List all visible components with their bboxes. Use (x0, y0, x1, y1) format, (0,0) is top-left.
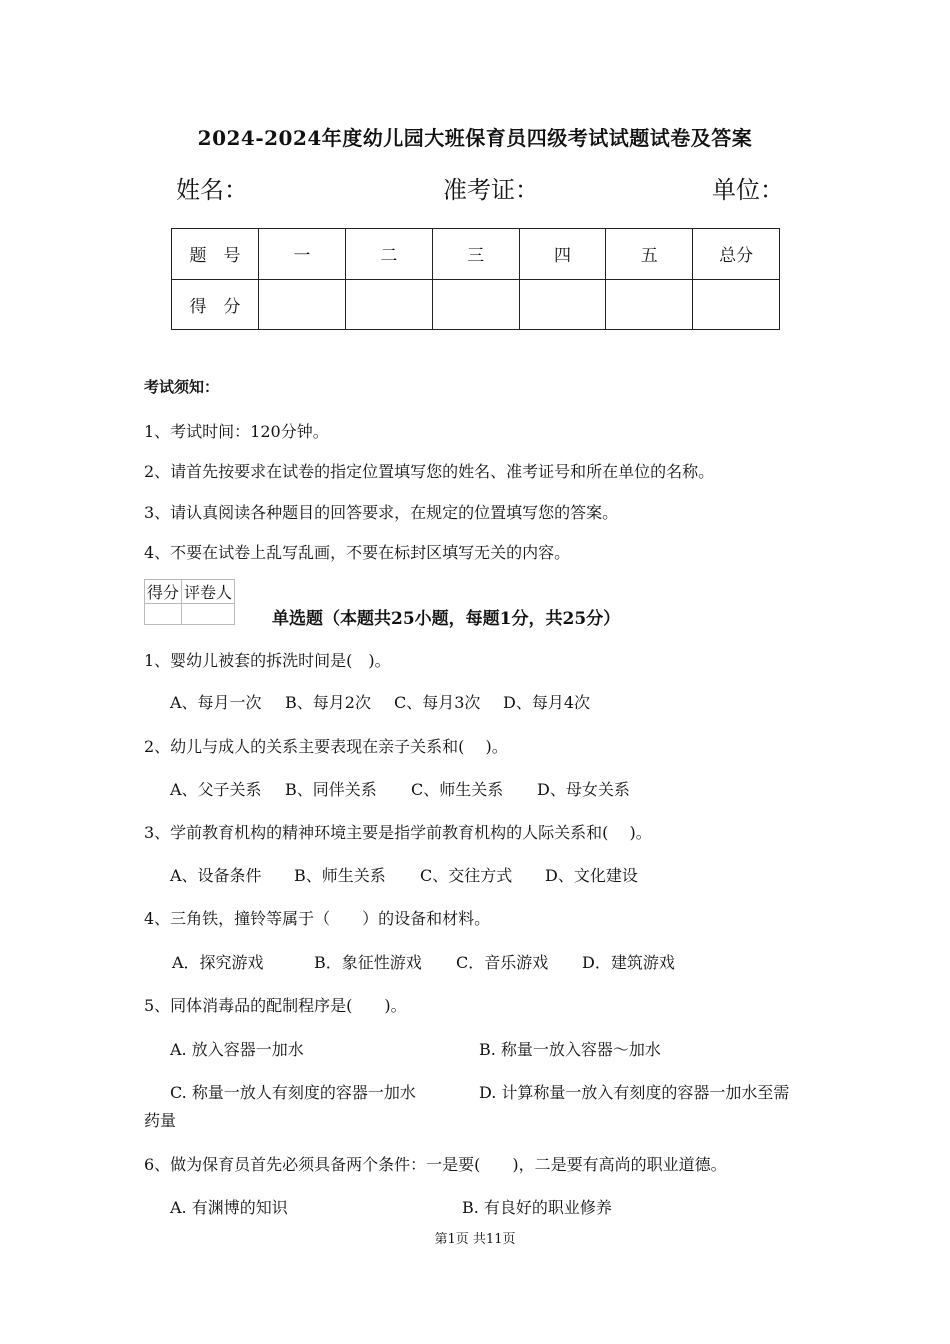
score-cell[interactable] (519, 279, 606, 330)
score-table-header-cell: 题 号 (172, 229, 259, 280)
score-table-header-cell: 一 (259, 229, 346, 280)
notice-heading: 考试须知： (144, 378, 220, 396)
score-table (171, 228, 780, 330)
notice-item: 2、请首先按要求在试卷的指定位置填写您的姓名、准考证号和所在单位的名称。 (144, 462, 715, 481)
option-d[interactable]: D、每月4次 (503, 693, 591, 712)
option-a[interactable]: A．探究游戏 (172, 953, 264, 972)
score-table-header-cell: 二 (345, 229, 432, 280)
option-c[interactable]: C、每月3次 (394, 693, 481, 712)
score-table-header-cell: 三 (432, 229, 519, 280)
option-b[interactable]: B. 称量一放入容器～加水 (479, 1040, 661, 1059)
option-b[interactable]: B、同伴关系 (285, 780, 377, 799)
option-c[interactable]: C、师生关系 (411, 780, 504, 799)
option-b[interactable]: B．象征性游戏 (314, 953, 422, 972)
option-b[interactable]: B、每月2次 (285, 693, 371, 712)
score-cell[interactable] (606, 279, 693, 330)
score-table-header-cell: 总分 (693, 229, 780, 280)
notice-item: 4、不要在试卷上乱写乱画，不要在标封区填写无关的内容。 (144, 543, 571, 562)
option-d[interactable]: D. 计算称量一放入有刻度的容器一加水至需 (479, 1083, 790, 1102)
grader-reviewer-label: 评卷人 (182, 580, 235, 604)
question-text: 4、三角铁，撞铃等属于（ ）的设备和材料。 (144, 909, 491, 928)
unit-field-label: 单位： (712, 176, 784, 204)
option-d-continued: 药量 (144, 1111, 177, 1130)
notice-item: 1、考试时间：120分钟。 (144, 422, 329, 441)
score-table-header-cell: 四 (519, 229, 606, 280)
question-text: 6、做为保育员首先必须具备两个条件：一是要( )，二是要有高尚的职业道德。 (144, 1155, 727, 1174)
question-text: 3、学前教育机构的精神环境主要是指学前教育机构的人际关系和( )。 (144, 823, 652, 842)
option-c[interactable]: C．音乐游戏 (456, 953, 549, 972)
grader-reviewer-cell[interactable] (182, 604, 235, 625)
grader-score-label: 得分 (145, 580, 182, 604)
question-text: 5、同体消毒品的配制程序是( )。 (144, 996, 407, 1015)
exam-id-field-label: 准考证： (443, 176, 539, 204)
score-cell[interactable] (432, 279, 519, 330)
option-b[interactable]: B. 有良好的职业修养 (462, 1198, 612, 1217)
document-title: 2024-2024年度幼儿园大班保育员四级考试试题试卷及答案 (197, 126, 753, 150)
question-text: 2、幼儿与成人的关系主要表现在亲子关系和( )。 (144, 737, 508, 756)
page-footer: 第1页 共11页 (434, 1232, 516, 1247)
score-table-header-row (172, 229, 780, 280)
option-a[interactable]: A、每月一次 (170, 693, 262, 712)
option-b[interactable]: B、师生关系 (294, 866, 386, 885)
option-a[interactable]: A、设备条件 (170, 866, 262, 885)
grader-score-cell[interactable] (145, 604, 182, 625)
option-a[interactable]: A. 放入容器一加水 (170, 1040, 304, 1059)
option-d[interactable]: D、文化建设 (545, 866, 638, 885)
score-cell[interactable] (693, 279, 780, 330)
option-d[interactable]: D、母女关系 (537, 780, 630, 799)
grader-box (144, 579, 235, 625)
score-cell[interactable] (345, 279, 432, 330)
question-text: 1、婴幼儿被套的拆洗时间是( )。 (144, 651, 391, 670)
name-field-label: 姓名： (176, 176, 248, 204)
option-c[interactable]: C、交往方式 (420, 866, 513, 885)
notice-item: 3、请认真阅读各种题目的回答要求，在规定的位置填写您的答案。 (144, 503, 619, 522)
option-d[interactable]: D．建筑游戏 (582, 953, 675, 972)
score-row-label: 得 分 (172, 279, 259, 330)
option-c[interactable]: C. 称量一放人有刻度的容器一加水 (170, 1083, 416, 1102)
option-a[interactable]: A、父子关系 (170, 780, 262, 799)
score-cell[interactable] (259, 279, 346, 330)
option-a[interactable]: A. 有渊博的知识 (170, 1198, 288, 1217)
score-table-header-cell: 五 (606, 229, 693, 280)
section-title: 单选题（本题共25小题，每题1分，共25分） (272, 609, 621, 629)
score-table-score-row (172, 279, 780, 330)
